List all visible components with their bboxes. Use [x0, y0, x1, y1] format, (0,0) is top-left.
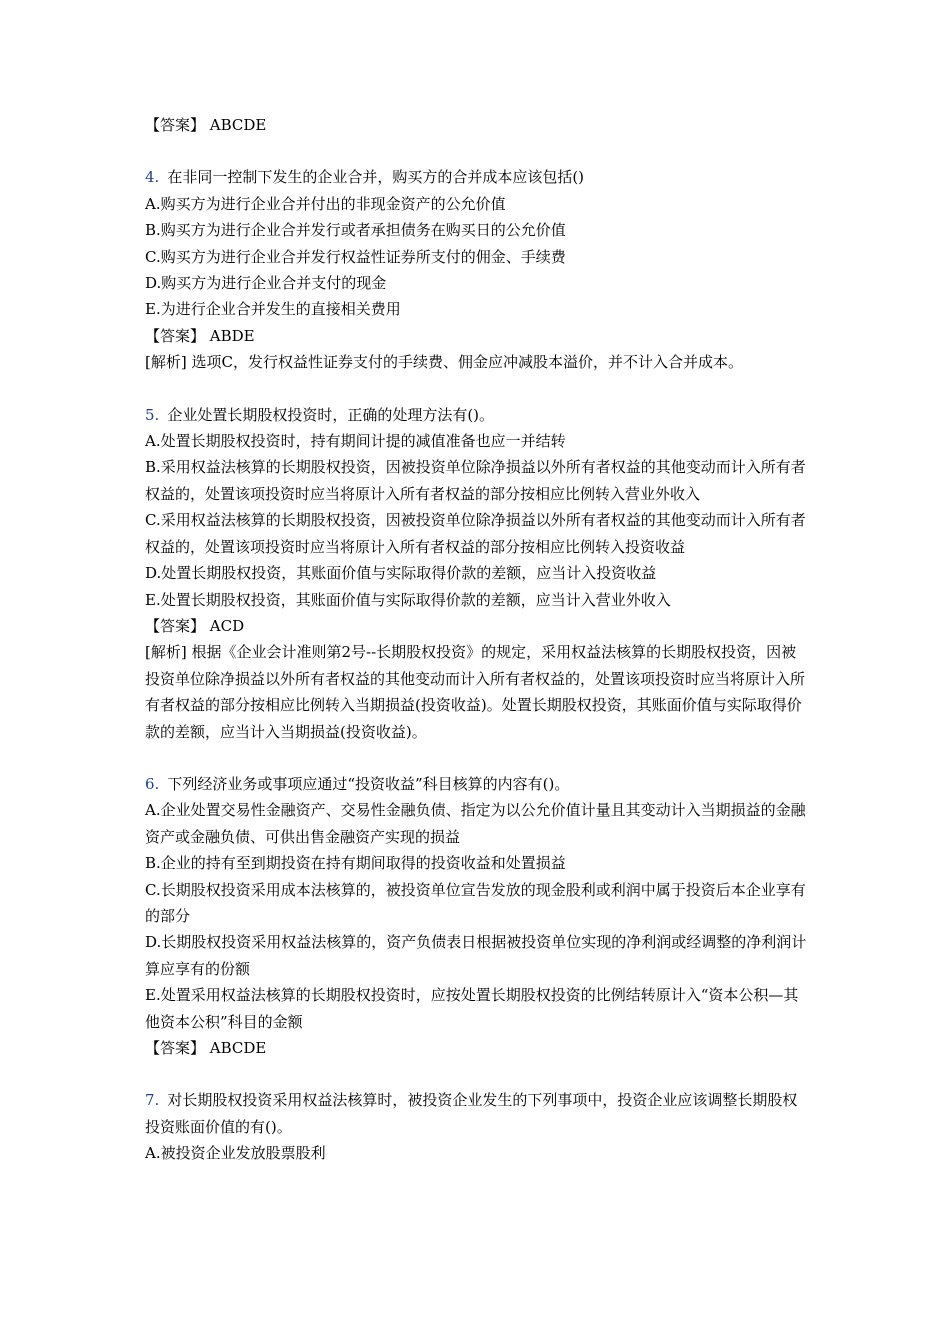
question-text: 企业处置长期股权投资时，正确的处理方法有()。	[167, 405, 495, 424]
option-c: C.购买方为进行企业合并发行权益性证券所支付的佣金、手续费	[145, 247, 566, 266]
question-block	[145, 771, 810, 1061]
question-text: 下列经济业务或事项应通过“投资收益”科目核算的内容有()。	[167, 774, 570, 793]
analysis-text: [解析] 选项C，发行权益性证券支付的手续费、佣金应冲减股本溢价，并不计入合并成本。	[145, 353, 743, 372]
spacer	[145, 138, 810, 164]
option-a: A.处置长期股权投资时，持有期间计提的减值准备也应一并结转	[145, 432, 566, 451]
option-d: D.购买方为进行企业合并支付的现金	[145, 274, 387, 293]
answer-line: 【答案】 ABCDE	[145, 1039, 267, 1057]
document-page	[145, 112, 810, 1167]
answer-line: 【答案】 ABDE	[145, 326, 255, 345]
question-block	[145, 164, 810, 375]
option-b: B.购买方为进行企业合并发行或者承担债务在购买日的公允价值	[145, 221, 566, 240]
spacer	[145, 376, 810, 402]
question-stem	[145, 402, 810, 428]
option-e: E.处置长期股权投资，其账面价值与实际取得价款的差额，应当计入营业外收入	[145, 590, 671, 609]
spacer	[145, 1061, 810, 1087]
option-b: B.采用权益法核算的长期股权投资，因被投资单位除净损益以外所有者权益的其他变动而计入所有者权益的，处置该项投资时应当将原计入所有者权益的部分按相应比例转入营业外收入	[145, 458, 806, 503]
question-number: 4.	[145, 168, 160, 187]
answer-line: 【答案】 ABCDE	[145, 116, 267, 134]
question-number: 5.	[145, 405, 160, 424]
option-b: B.企业的持有至到期投资在持有期间取得的投资收益和处置损益	[145, 854, 566, 873]
spacer	[145, 745, 810, 771]
option-e: E.为进行企业合并发生的直接相关费用	[145, 300, 401, 319]
option-a: A.企业处置交易性金融资产、交易性金融负债、指定为以公允价值计量且其变动计入当期损益的金融资产或金融负债、可供出售金融资产实现的损益	[145, 801, 806, 846]
question-stem	[145, 771, 810, 797]
question-block	[145, 402, 810, 745]
question-text: 在非同一控制下发生的企业合并，购买方的合并成本应该包括()	[167, 168, 585, 187]
answer-line: 【答案】 ACD	[145, 616, 245, 635]
question-stem	[145, 1087, 810, 1140]
option-a: A.购买方为进行企业合并付出的非现金资产的公允价值	[145, 194, 506, 213]
analysis-text: [解析] 根据《企业会计准则第2号--长期股权投资》的规定，采用权益法核算的长期股权投资，因被投资单位除净损益以外所有者权益的其他变动而计入所有者权益的，处置该项投资时应当将原计入所有者权益的部分按相应比例转入当期损益(投资收益)。处置长期股权投资，其账面价值与实际取得价款的差额，应当计入当期损益(投资收益)。	[145, 643, 806, 741]
question-text: 对长期股权投资采用权益法核算时，被投资企业发生的下列事项中，投资企业应该调整长期股权投资账面价值的有()。	[145, 1091, 798, 1136]
option-c: C.长期股权投资采用成本法核算的，被投资单位宣告发放的现金股利或利润中属于投资后本企业享有的部分	[145, 880, 806, 925]
question-number: 6.	[145, 774, 160, 793]
question-stem	[145, 164, 810, 190]
question-block	[145, 1087, 810, 1166]
option-a: A.被投资企业发放股票股利	[145, 1144, 326, 1163]
option-e: E.处置采用权益法核算的长期股权投资时，应按处置长期股权投资的比例结转原计入“资本公积—其他资本公积”科目的金额	[145, 986, 799, 1031]
option-d: D.长期股权投资采用权益法核算的，资产负债表日根据被投资单位实现的净利润或经调整的净利润计算应享有的份额	[145, 933, 807, 978]
question-number: 7.	[145, 1091, 160, 1110]
option-d: D.处置长期股权投资，其账面价值与实际取得价款的差额，应当计入投资收益	[145, 564, 657, 583]
option-c: C.采用权益法核算的长期股权投资，因被投资单位除净损益以外所有者权益的其他变动而计入所有者权益的，处置该项投资时应当将原计入所有者权益的部分按相应比例转入投资收益	[145, 511, 806, 556]
